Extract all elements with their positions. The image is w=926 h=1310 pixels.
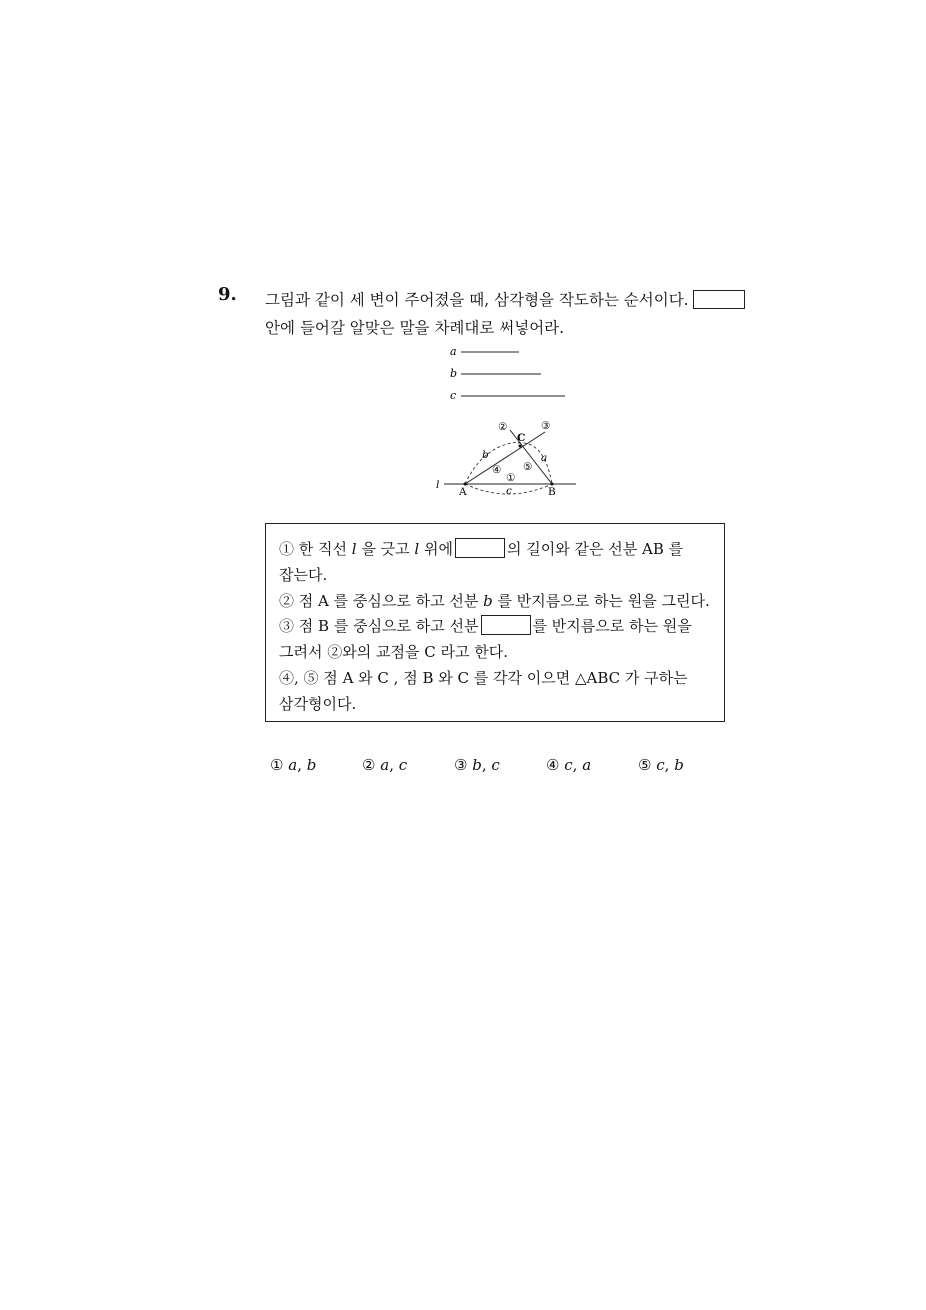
step-2-text-a: ② 점 A 를 중심으로 하고 선분: [279, 591, 479, 610]
choice-5-v2: b: [674, 756, 684, 774]
choice-4-num: ④: [546, 756, 560, 774]
segment-c: [450, 389, 565, 402]
step-1-text-e: 잡는다.: [279, 565, 328, 584]
step-1-text-a: ① 한 직선: [279, 540, 348, 558]
choice-2-v2: c: [398, 756, 408, 774]
choice-1-v1: a: [288, 756, 298, 774]
given-segments: [448, 344, 578, 404]
choice-5-v1: c: [656, 756, 665, 774]
segment-AC: [465, 432, 548, 484]
choice-2-num: ②: [362, 756, 376, 774]
choice-5[interactable]: ⑤ c, b: [638, 756, 684, 774]
question-number: 9.: [218, 284, 237, 305]
label-l: l: [436, 479, 440, 491]
segment-a: [450, 345, 519, 358]
segment-a-label: a: [450, 345, 457, 358]
choice-5-num: ⑤: [638, 756, 652, 774]
label-step2: ②: [498, 421, 508, 433]
choice-2[interactable]: ② a, c: [362, 756, 408, 774]
choice-3-v1: b: [472, 756, 482, 774]
choice-1-v2: b: [306, 756, 317, 774]
choice-4-v1: c: [564, 756, 573, 774]
label-step3: ③: [541, 420, 551, 432]
question-text-line1: 그림과 같이 세 변이 주어졌을 때, 삼각형을 작도하는 순서이다.: [265, 291, 689, 309]
answer-blank: [693, 290, 745, 309]
step-1-line-var-2: l: [414, 540, 420, 558]
answer-blank-2: [481, 615, 531, 635]
step-1: [279, 537, 714, 589]
step-2-var: b: [483, 591, 493, 610]
question-text: [265, 286, 765, 342]
choice-4[interactable]: ④ c, a: [546, 756, 592, 774]
label-B: B: [548, 486, 556, 498]
answer-choices: [270, 756, 730, 774]
step-2-text-c: 를 반지름으로 하는 원을 그린다.: [497, 591, 710, 610]
segment-c-label: c: [450, 389, 457, 402]
steps-box: [265, 523, 725, 722]
step-3-text-c: 그려서 ②와의 교점을 C 라고 한다.: [279, 643, 508, 662]
segment-b: [450, 367, 541, 380]
label-side-a: a: [541, 452, 548, 464]
label-step1: ①: [506, 472, 516, 484]
step-1-line-var: l: [351, 540, 357, 558]
step-4-text-b: 삼각형이다.: [279, 694, 357, 713]
step-4-5: [279, 666, 714, 718]
choice-1-num: ①: [270, 756, 284, 774]
choice-2-v1: a: [380, 756, 390, 774]
label-step4: ④: [492, 464, 502, 476]
step-1-text-d: 의 길이와 같은 선분 AB 를: [507, 540, 684, 558]
step-3-text-b: 를 반지름으로 하는 원을: [532, 617, 692, 636]
label-side-c: c: [506, 485, 512, 497]
segment-b-label: b: [450, 367, 458, 380]
label-side-b: b: [482, 449, 489, 461]
question-text-line2: 안에 들어갈 알맞은 말을 차례대로 써넣어라.: [265, 319, 565, 337]
step-1-text-c: 위에: [424, 540, 453, 558]
point-C: [519, 445, 522, 448]
answer-blank-1: [455, 538, 505, 558]
step-1-text-b: 을 긋고: [361, 540, 410, 558]
choice-3-num: ③: [454, 756, 468, 774]
choice-4-v2: a: [582, 756, 592, 774]
step-3-text-a: ③ 점 B 를 중심으로 하고 선분: [279, 617, 479, 636]
step-2: [279, 589, 714, 615]
label-C: C: [517, 432, 526, 444]
label-step5: ⑤: [523, 461, 533, 473]
choice-1[interactable]: ① a, b: [270, 756, 317, 774]
choice-3-v2: c: [491, 756, 500, 774]
label-A: A: [459, 486, 467, 498]
choice-3[interactable]: ③ b, c: [454, 756, 500, 774]
construction-figure: [432, 414, 582, 500]
step-3: [279, 614, 714, 666]
step-4-text-a: ④, ⑤ 점 A 와 C , 점 B 와 C 를 각각 이으면 △ABC 가 구하는: [279, 668, 688, 687]
